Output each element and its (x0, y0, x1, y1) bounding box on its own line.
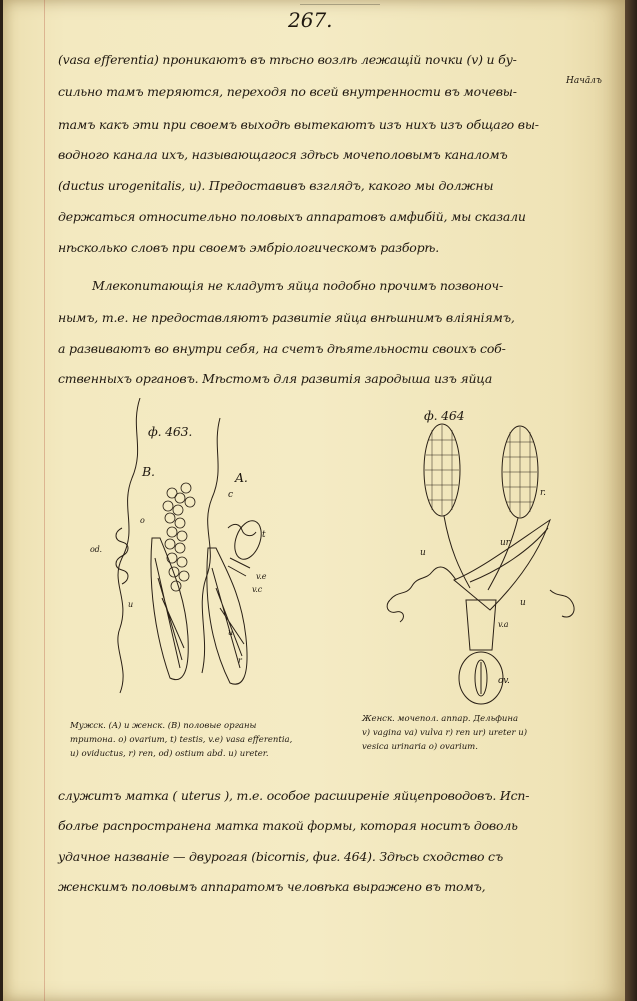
figure-464-drawing (370, 410, 610, 710)
figure-463-label: ф. 463. (148, 424, 193, 439)
text-line: ственныхъ органовъ. Мѣстомъ для развитія зародыша изъ яйца (58, 371, 493, 386)
figure-mark: u (128, 600, 133, 609)
figure-mark: ov. (498, 676, 510, 686)
figure-464-caption-line: v) vagina va) vulva r) ren ur) ureter u) (362, 728, 528, 738)
figure-mark: v.c (252, 585, 262, 594)
text-line: удачное названіе — двурогая (bicornis, фиг. 464). Здѣсь сходство съ (58, 849, 503, 864)
text-line: тамъ какъ эти при своемъ выходѣ вытекаютъ изъ нихъ изъ общаго вы- (58, 117, 539, 132)
text-line: сильно тамъ теряются, переходя по всей внутренности въ мочевы- (58, 84, 517, 99)
text-line: болѣе распространена матка такой формы, которая носитъ доволь (58, 818, 518, 833)
figure-464-caption-line: Женск. мочепол. аппар. Дельфина (362, 714, 519, 724)
text-line: держаться относительно половыхъ аппаратовъ амфибій, мы сказали (58, 209, 526, 224)
figure-464-label: ф. 464 (424, 408, 465, 423)
text-line: (vasa efferentia) проникаютъ въ тѣсно возлѣ лежащій почки (v) и бу- (58, 52, 517, 67)
figure-mark: u (420, 548, 426, 558)
figure-mark: t (262, 530, 266, 540)
figure-mark: ur (500, 538, 510, 548)
header-rule (300, 4, 380, 5)
margin-line (44, 0, 45, 1001)
text-line: а развиваютъ во внутри себя, на счетъ дѣятельности своихъ соб- (58, 341, 506, 356)
figure-463-caption-line: u) oviductus, r) ren, od) ostium abd. u) ureter. (70, 749, 269, 759)
figure-mark: r. (540, 488, 546, 498)
figure-463-caption-line: тритона. o) ovarium, t) testis, v.e) vasa efferentia, (70, 735, 293, 745)
text-line: нѣсколько словъ при своемъ эмбріологическомъ разборѣ. (58, 240, 440, 255)
page-edge (625, 0, 637, 1001)
text-line: Млекопитающія не кладутъ яйца подобно прочимъ позвоноч- (92, 278, 504, 293)
figure-mark: u (520, 598, 526, 608)
page-number: 267. (288, 8, 333, 32)
figure-mark: c (228, 490, 233, 500)
figure-mark: r (238, 656, 242, 665)
text-line: (ductus urogenitalis, u). Предоставивъ взглядъ, какого мы должны (58, 178, 494, 193)
text-line: служитъ матка ( uterus ), т.е. особое расширеніе яйцепроводовъ. Исп- (58, 788, 530, 803)
margin-note: Нача̃лъ (566, 76, 602, 86)
text-line: женскимъ половымъ аппаратомъ человѣка выражено въ томъ, (58, 879, 486, 894)
figure-463-letter-a: A. (235, 470, 248, 485)
figure-mark: u (228, 628, 233, 637)
figure-mark: o (140, 516, 145, 525)
figure-463-letter-b: B. (142, 464, 155, 479)
text-line: нымъ, т.е. не предоставляютъ развитіе яйца внѣшнимъ вліяніямъ, (58, 310, 515, 325)
figure-mark: v.e (256, 572, 267, 581)
figure-mark: v.a (498, 620, 509, 629)
text-line: водного канала ихъ, называющагося здѣсь мочеполовымъ каналомъ (58, 147, 508, 162)
figure-464-caption-line: vesica urinaria o) ovarium. (362, 742, 478, 752)
figure-463-caption-line: Мужск. (A) и женск. (B) половые органы (70, 721, 257, 731)
figure-mark: od. (90, 545, 102, 554)
